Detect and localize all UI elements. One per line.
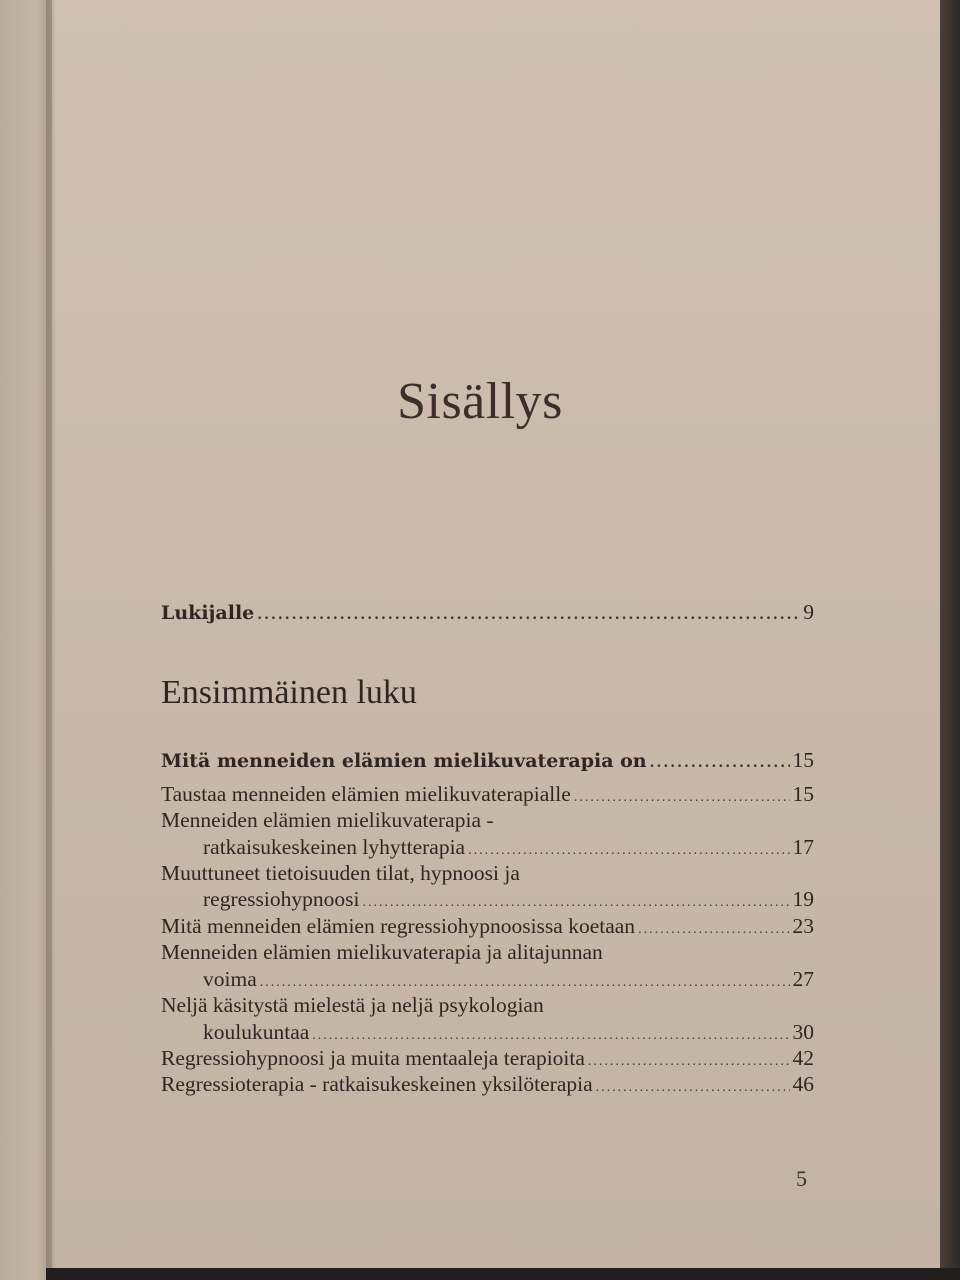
- toc-entry: [161, 1071, 814, 1101]
- toc-entry-page: 46: [792, 1072, 814, 1096]
- toc-entry-chapter-main: [161, 747, 814, 776]
- toc-entry-label: koulukuntaa: [203, 1020, 310, 1044]
- toc-entry-label: regressiohypnoosi: [203, 887, 360, 911]
- toc-entry-label: Mitä menneiden elämien regressiohypnoosissa koetaan: [161, 914, 636, 938]
- toc-entry: [161, 886, 814, 916]
- toc-entry-label: Taustaa menneiden elämien mielikuvaterapialle: [161, 782, 571, 806]
- background-bottom: [46, 1268, 960, 1280]
- toc-entry-line: Neljä käsitystä mielestä ja neljä psykologian: [161, 993, 544, 1017]
- background-right: [940, 0, 960, 1280]
- toc-entry-page: 23: [792, 914, 814, 938]
- toc-entry-label: Regressioterapia - ratkaisukeskeinen yksilöterapia: [161, 1072, 593, 1096]
- toc-entry-page: 42: [792, 1046, 814, 1070]
- toc-entry-preface: [161, 599, 814, 628]
- toc-entry-label: voima: [203, 967, 257, 991]
- leader-dots: [574, 785, 790, 811]
- toc-entry-label: Regressiohypnoosi ja muita mentaaleja terapioita: [161, 1046, 585, 1070]
- leader-dots: [650, 750, 790, 776]
- toc-entry-label: Mitä menneiden elämien mielikuvaterapia on: [161, 750, 647, 772]
- toc-entry-line: Menneiden elämien mielikuvaterapia ja alitajunnan: [161, 940, 603, 964]
- page-title: Sisällys: [397, 373, 563, 430]
- leader-dots: [257, 602, 800, 628]
- page-number: 5: [796, 1166, 807, 1191]
- chapter-heading: Ensimmäinen luku: [161, 674, 417, 711]
- leader-dots: [596, 1075, 790, 1101]
- toc-entry-line: Menneiden elämien mielikuvaterapia -: [161, 808, 494, 832]
- spine-shadow: [46, 0, 56, 1280]
- leader-dots: [638, 917, 789, 943]
- toc-entry-page: 15: [792, 782, 814, 806]
- toc-entry-label: Lukijalle: [161, 602, 255, 624]
- toc-entry-label: ratkaisukeskeinen lyhytterapia: [203, 835, 466, 859]
- toc-entry-page: 30: [792, 1020, 814, 1044]
- toc-entry-page: 27: [792, 967, 814, 991]
- toc-entry-line: Muuttuneet tietoisuuden tilat, hypnoosi ja: [161, 861, 520, 885]
- toc-entry-page: 9: [803, 600, 814, 624]
- toc-entry-page: 15: [792, 748, 814, 772]
- facing-page-edge: [0, 0, 52, 1280]
- toc-entry-page: 17: [792, 835, 814, 859]
- toc-entry-page: 19: [792, 887, 814, 911]
